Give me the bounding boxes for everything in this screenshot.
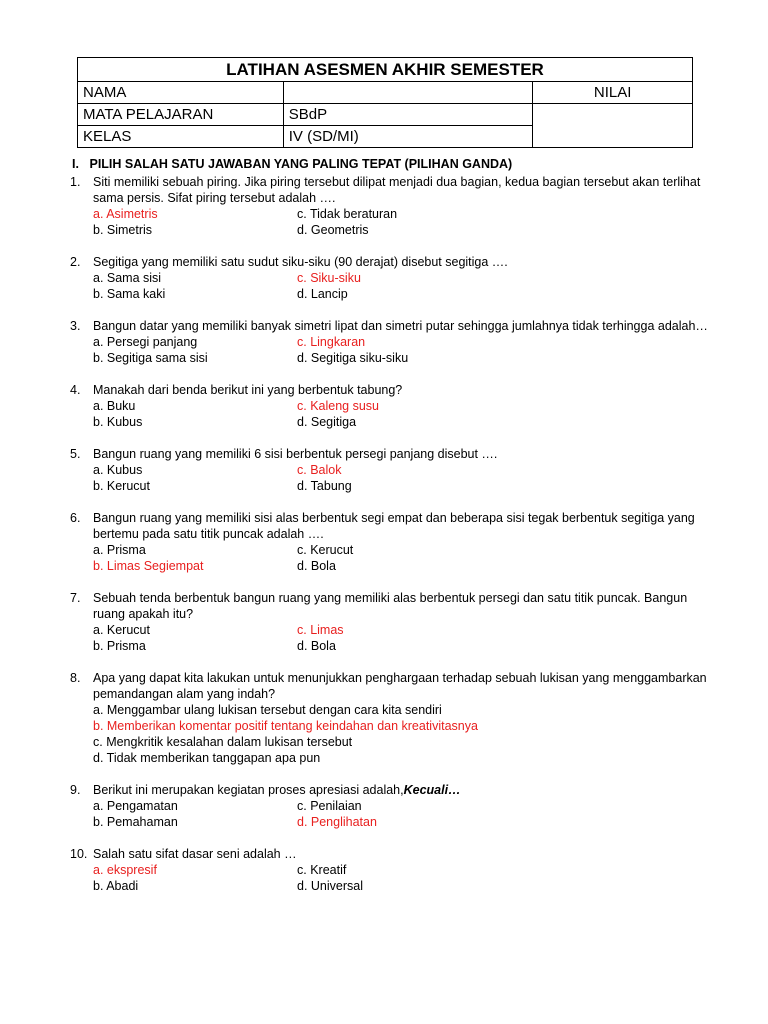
- question-number: 7.: [70, 591, 81, 605]
- question-text-content: Bangun ruang yang memiliki sisi alas berbentuk segi empat dan beberapa sisi tegak berbentuk segitiga yang bertemu pada satu titik puncak adalah ….: [93, 511, 695, 541]
- question-spacer: [70, 766, 710, 782]
- header-table: [77, 57, 693, 148]
- question-item: [70, 318, 710, 366]
- answer-option[interactable]: d. Bola: [297, 639, 336, 653]
- question-text: [93, 590, 710, 622]
- answer-option[interactable]: a. ekspresif: [93, 863, 157, 877]
- question-text-content: Berikut ini merupakan kegiatan proses apresiasi adalah,: [93, 783, 404, 797]
- question-item: [70, 846, 710, 894]
- question-spacer: [70, 494, 710, 510]
- question-number: 4.: [70, 383, 81, 397]
- answer-option[interactable]: a. Sama sisi: [93, 271, 162, 285]
- answer-option[interactable]: b. Kubus: [93, 415, 143, 429]
- question-item: [70, 590, 710, 654]
- section-title: PILIH SALAH SATU JAWABAN YANG PALING TEPAT (PILIHAN GANDA): [89, 157, 513, 171]
- question-item: [70, 782, 710, 830]
- subject-value: SBdP: [283, 104, 533, 126]
- question-text-content: Apa yang dapat kita lakukan untuk menunjukkan penghargaan terhadap sebuah lukisan yang menggambarkan pemandangan alam yang indah?: [93, 671, 707, 701]
- answer-option[interactable]: c. Tidak beraturan: [297, 207, 398, 221]
- question-text-content: Salah satu sifat dasar seni adalah …: [93, 847, 297, 861]
- question-number: 9.: [70, 783, 81, 797]
- question-text: [93, 254, 710, 270]
- answer-option[interactable]: c. Kreatif: [297, 863, 347, 877]
- answer-option[interactable]: a. Prisma: [93, 543, 146, 557]
- answer-option[interactable]: c. Kerucut: [297, 543, 354, 557]
- question-spacer: [70, 430, 710, 446]
- question-item: [70, 446, 710, 494]
- subject-label: MATA PELAJARAN: [78, 104, 284, 126]
- question-text: [93, 382, 710, 398]
- answer-option[interactable]: d. Bola: [297, 559, 336, 573]
- answer-option[interactable]: b. Segitiga sama sisi: [93, 351, 208, 365]
- answer-option[interactable]: c. Mengkritik kesalahan dalam lukisan tersebut: [93, 735, 353, 749]
- answer-option[interactable]: b. Limas Segiempat: [93, 559, 204, 573]
- question-item: [70, 670, 710, 766]
- question-text: [93, 670, 710, 702]
- question-text: [93, 446, 710, 462]
- question-text-content: Siti memiliki sebuah piring. Jika piring tersebut dilipat menjadi dua bagian, kedua bagian tersebut akan terlihat sama persis. Sifat piring tersebut adalah ….: [93, 175, 701, 205]
- class-value: IV (SD/MI): [283, 126, 533, 148]
- answer-option[interactable]: d. Universal: [297, 879, 363, 893]
- question-item: [70, 510, 710, 574]
- question-number: 6.: [70, 511, 81, 525]
- answer-option[interactable]: d. Tabung: [297, 479, 352, 493]
- question-spacer: [70, 302, 710, 318]
- answer-option[interactable]: c. Kaleng susu: [297, 399, 379, 413]
- answer-option[interactable]: c. Limas: [297, 623, 344, 637]
- answer-option[interactable]: d. Segitiga siku-siku: [297, 351, 409, 365]
- answer-option[interactable]: d. Tidak memberikan tanggapan apa pun: [93, 751, 321, 765]
- score-value[interactable]: [533, 104, 693, 148]
- question-spacer: [70, 654, 710, 670]
- name-label: NAMA: [78, 82, 284, 104]
- answer-option[interactable]: d. Penglihatan: [297, 815, 377, 829]
- answer-option[interactable]: d. Segitiga: [297, 415, 357, 429]
- question-text: [93, 174, 710, 206]
- answer-option[interactable]: a. Menggambar ulang lukisan tersebut dengan cara kita sendiri: [93, 703, 442, 717]
- question-text-content: Manakah dari benda berikut ini yang berbentuk tabung?: [93, 383, 403, 397]
- question-item: [70, 382, 710, 430]
- answer-option[interactable]: c. Lingkaran: [297, 335, 366, 349]
- question-item: [70, 174, 710, 238]
- question-number: 2.: [70, 255, 81, 269]
- answer-option[interactable]: b. Abadi: [93, 879, 139, 893]
- question-number: 10.: [70, 847, 88, 861]
- answer-option[interactable]: b. Kerucut: [93, 479, 150, 493]
- answer-option[interactable]: d. Geometris: [297, 223, 369, 237]
- answer-option[interactable]: b. Prisma: [93, 639, 146, 653]
- answer-option[interactable]: c. Siku-siku: [297, 271, 361, 285]
- question-emphasis: Kecuali…: [403, 783, 461, 797]
- answer-option[interactable]: a. Persegi panjang: [93, 335, 198, 349]
- question-text-content: Sebuah tenda berbentuk bangun ruang yang memiliki alas berbentuk persegi dan satu titik puncak. Bangun ruang apakah itu?: [93, 591, 688, 621]
- answer-option[interactable]: c. Balok: [297, 463, 342, 477]
- section-heading: [72, 157, 512, 171]
- question-spacer: [70, 238, 710, 254]
- question-spacer: [70, 366, 710, 382]
- question-number: 5.: [70, 447, 81, 461]
- answer-option[interactable]: c. Penilaian: [297, 799, 362, 813]
- question-spacer: [70, 574, 710, 590]
- class-label: KELAS: [78, 126, 284, 148]
- answer-option[interactable]: b. Simetris: [93, 223, 153, 237]
- answer-option[interactable]: a. Buku: [93, 399, 136, 413]
- answer-option[interactable]: a. Kubus: [93, 463, 143, 477]
- question-item: [70, 254, 710, 302]
- question-text: [93, 318, 710, 334]
- question-list: [70, 174, 710, 894]
- question-number: 8.: [70, 671, 81, 685]
- question-number: 3.: [70, 319, 81, 333]
- answer-option[interactable]: b. Sama kaki: [93, 287, 166, 301]
- answer-option[interactable]: a. Kerucut: [93, 623, 150, 637]
- answer-option[interactable]: a. Asimetris: [93, 207, 158, 221]
- question-text: [93, 846, 710, 862]
- question-number: 1.: [70, 175, 81, 189]
- page-title: LATIHAN ASESMEN AKHIR SEMESTER: [78, 58, 693, 82]
- question-text-content: Segitiga yang memiliki satu sudut siku-siku (90 derajat) disebut segitiga ….: [93, 255, 508, 269]
- question-text: [93, 510, 710, 542]
- answer-option[interactable]: b. Pemahaman: [93, 815, 178, 829]
- score-label: NILAI: [533, 82, 693, 104]
- answer-option[interactable]: d. Lancip: [297, 287, 348, 301]
- question-text-content: Bangun datar yang memiliki banyak simetri lipat dan simetri putar sehingga jumlahnya tidak terhingga adalah…: [93, 319, 708, 333]
- answer-option[interactable]: a. Pengamatan: [93, 799, 178, 813]
- question-spacer: [70, 830, 710, 846]
- question-text: [93, 782, 710, 798]
- answer-option[interactable]: b. Memberikan komentar positif tentang keindahan dan kreativitasnya: [93, 719, 478, 733]
- name-value[interactable]: [283, 82, 533, 104]
- question-text-content: Bangun ruang yang memiliki 6 sisi berbentuk persegi panjang disebut ….: [93, 447, 498, 461]
- section-numeral: I.: [72, 157, 79, 171]
